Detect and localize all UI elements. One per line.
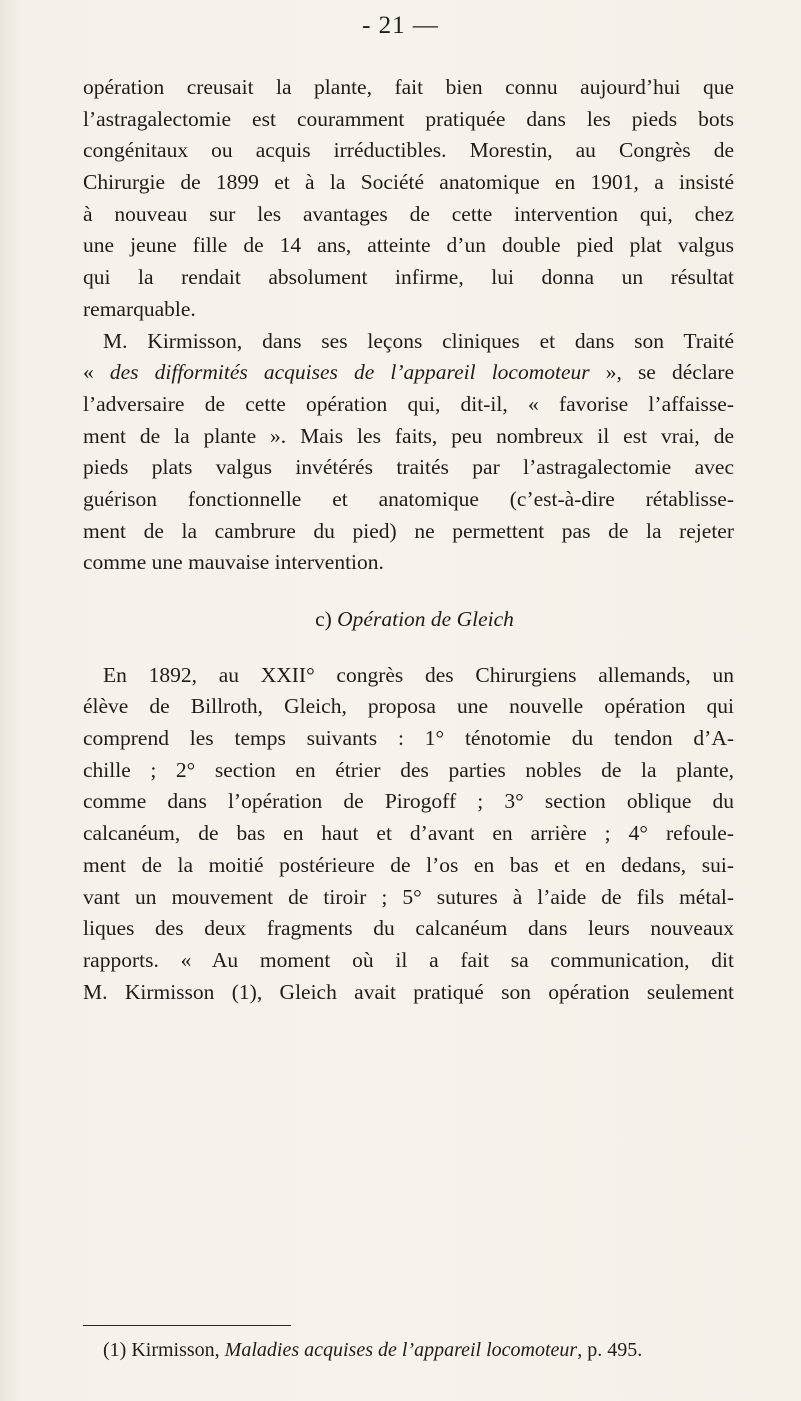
text-line: vant un mouvement de tiroir ; 5° sutures à l’aide de fils métal-	[83, 884, 734, 909]
text-line: à nouveau sur les avantages de cette intervention qui, chez	[83, 201, 734, 226]
text-line: ment de la plante ». Mais les faits, peu nombreux il est vrai, de	[83, 423, 734, 448]
text-line: comme une mauvaise intervention.	[83, 550, 384, 575]
text-line: calcanéum, de bas en haut et d’avant en arrière ; 4° refoule-	[83, 821, 734, 846]
text-line: guérison fonctionnelle et anatomique (c’est-à-dire rétablisse-	[83, 486, 734, 511]
text-line: l’astragalectomie est couramment pratiquée dans les pieds bots	[83, 106, 734, 131]
text-line: opération creusait la plante, fait bien connu aujourd’hui que	[83, 75, 734, 99]
page-number: - 21 —	[362, 12, 439, 39]
text-line: chille ; 2° section en étrier des parties nobles de la plante,	[83, 757, 734, 782]
text-line: M. Kirmisson, dans ses leçons cliniques et dans son Traité	[103, 328, 734, 353]
section-heading	[83, 604, 734, 636]
text-line: élève de Billroth, Gleich, proposa une nouvelle opération qui	[83, 694, 734, 719]
text-line: En 1892, au XXII° congrès des Chirurgiens allemands, un	[103, 662, 734, 687]
text-line: qui la rendait absolument infirme, lui donna un résultat	[83, 265, 734, 290]
text-line: pieds plats valgus invétérés traités par l’astragalectomie avec	[83, 455, 734, 480]
footnote-suffix: , p. 495.	[577, 1339, 643, 1361]
text-line: congénitaux ou acquis irréductibles. Morestin, au Congrès de	[83, 138, 734, 163]
text-line-with-title	[83, 357, 734, 389]
text-line: ment de la cambrure du pied) ne permettent pas de la rejeter	[83, 518, 734, 543]
body-text	[83, 72, 734, 1008]
text-line: Chirurgie de 1899 et à la Société anatomique en 1901, a insisté	[83, 170, 734, 195]
text-line: ment de la moitié postérieure de l’os en bas et en dedans, sui-	[83, 852, 734, 877]
section-title: Opération de Gleich	[337, 607, 514, 631]
footnote-divider	[83, 1325, 291, 1326]
text-line: M. Kirmisson (1), Gleich avait pratiqué son opération seulement	[83, 979, 734, 1004]
paragraph-kirmisson	[83, 326, 734, 580]
open-quote: «	[83, 360, 110, 385]
text-line: remarquable.	[83, 296, 196, 321]
text-line: rapports. « Au moment où il a fait sa communication, dit	[83, 947, 734, 972]
footnote-prefix: (1) Kirmisson,	[103, 1339, 225, 1361]
footnote	[103, 1336, 743, 1364]
paragraph-gleich	[83, 660, 734, 1009]
paragraph-astragalectomie	[83, 72, 734, 326]
footnote-book-title: Maladies acquises de l’appareil locomoteur	[224, 1339, 578, 1361]
text-line: une jeune fille de 14 ans, atteinte d’un double pied plat valgus	[83, 233, 734, 258]
text-line: l’adversaire de cette opération qui, dit-il, « favorise l’affaisse-	[83, 391, 734, 416]
line-rest: », se déclare	[589, 360, 735, 385]
text-line: comme dans l’opération de Pirogoff ; 3° section oblique du	[83, 789, 734, 814]
book-title: des difformités acquises de l’appareil locomoteur	[109, 360, 590, 385]
text-line: comprend les temps suivants : 1° ténotomie du tendon d’A-	[83, 726, 734, 751]
section-label: c)	[315, 607, 332, 631]
text-line: liques des deux fragments du calcanéum dans leurs nouveaux	[83, 916, 734, 941]
